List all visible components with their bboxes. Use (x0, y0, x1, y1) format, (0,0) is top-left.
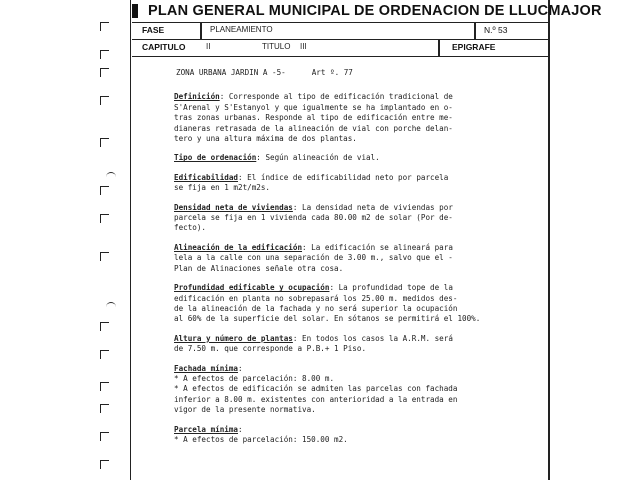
section-text: : Corresponde al tipo de edificación tradicional de (219, 92, 453, 102)
section-title: Tipo de ordenación (174, 153, 257, 163)
section-line (174, 134, 526, 144)
section-line (174, 304, 526, 314)
margin-mark (100, 138, 109, 147)
section-text: lela a la calle con una separación de 3.00 m., salvo que el - (174, 253, 453, 263)
fase-label: FASE (142, 25, 165, 35)
section-line (174, 344, 526, 354)
title-marker (132, 4, 138, 18)
section-line (174, 173, 526, 183)
section-title: Parcela mínima (174, 424, 239, 434)
margin-mark (100, 460, 109, 469)
section-title: Densidad neta de viviendas (174, 202, 293, 212)
section-text: : (238, 363, 243, 373)
section-text: fecto). (174, 223, 207, 233)
margin-mark (100, 50, 109, 59)
section-text: * A efectos de edificación se admiten las parcelas con fachada (174, 384, 458, 394)
margin-mark (100, 214, 109, 223)
zone-heading (174, 68, 526, 78)
section-3 (174, 173, 526, 194)
section-6 (174, 283, 526, 325)
fase-value: PLANEAMIENTO (210, 25, 273, 34)
section-text: S'Arenal y S'Estanyol y que igualmente se ha implantado en o- (174, 102, 453, 112)
section-text: de la alineación de la fachada y no será superior la ocupación (174, 303, 458, 313)
section-line (174, 124, 526, 134)
sections-container (174, 92, 526, 445)
section-text: inferior a 8.00 m. existentes con anterioridad a la entrada en (174, 394, 458, 404)
margin-mark (100, 350, 109, 359)
section-text: : La densidad neta de viviendas por (292, 202, 453, 212)
section-title: Definición (174, 92, 220, 102)
section-text: : En todos los casos la A.R.M. será (292, 333, 453, 343)
capitulo-value: II (206, 42, 211, 51)
article-number: Art º. 77 (311, 68, 353, 77)
section-line (174, 153, 526, 163)
titulo-value: III (300, 42, 307, 51)
header-row-fase (132, 23, 548, 40)
cell-divider (200, 23, 202, 39)
section-line (174, 203, 526, 213)
section-line (174, 264, 526, 274)
margin-mark (100, 22, 109, 31)
section-line (174, 113, 526, 123)
section-1 (174, 92, 526, 144)
cell-divider (474, 23, 476, 39)
margin-mark (100, 382, 109, 391)
margin-mark (100, 68, 109, 77)
section-line (174, 92, 526, 102)
section-line (174, 395, 526, 405)
zone-name: ZONA URBANA JARDIN A -5- (176, 68, 286, 77)
titulo-label: TITULO (262, 42, 291, 51)
section-text: : La profundidad tope de la (329, 283, 453, 293)
section-text: parcela se fija en 1 vivienda cada 80.00 m2 de solar (Por de- (174, 213, 453, 223)
section-text: tras zonas urbanas. Responde al tipo de edificación entre me- (174, 113, 453, 123)
section-8 (174, 364, 526, 416)
section-text: : Según alineación de vial. (256, 153, 380, 163)
section-2 (174, 153, 526, 163)
section-line (174, 183, 526, 193)
cell-divider (438, 40, 440, 56)
section-line (174, 314, 526, 324)
margin-mark (100, 96, 109, 105)
section-title: Fachada mínima (174, 363, 239, 373)
margin-mark (100, 322, 109, 331)
capitulo-label: CAPITULO (142, 42, 186, 52)
frame-right-edge (548, 0, 550, 480)
margin-mark (100, 404, 109, 413)
sheet-number: N.º 53 (484, 25, 508, 35)
section-line (174, 213, 526, 223)
section-text: vigor de la presente normativa. (174, 405, 316, 415)
section-text: : (238, 424, 243, 434)
section-line (174, 223, 526, 233)
section-text: : El índice de edificabilidad neto por parcela (238, 172, 449, 182)
margin-mark (106, 302, 116, 311)
section-line (174, 294, 526, 304)
margin-mark (100, 186, 109, 195)
section-text: de 7.50 m. que corresponde a P.B.+ 1 Piso. (174, 344, 367, 354)
section-text: tero y una altura máxima de dos plantas. (174, 134, 357, 144)
section-line (174, 374, 526, 384)
section-text: se fija en 1 m2t/m2s. (174, 183, 271, 193)
section-title: Profundidad edificable y ocupación (174, 283, 330, 293)
section-4 (174, 203, 526, 234)
section-text: Plan de Alinaciones señale otra cosa. (174, 263, 344, 273)
section-title: Alineación de la edificación (174, 242, 303, 252)
section-line (174, 425, 526, 435)
section-title: Altura y número de plantas (174, 333, 293, 343)
header-row-capitulo (132, 40, 548, 57)
section-text: * A efectos de parcelación: 150.00 m2. (174, 434, 348, 444)
margin-mark (100, 432, 109, 441)
section-7 (174, 334, 526, 355)
section-line (174, 283, 526, 293)
section-text: dianeras retrasada de la alineación de vial con porche delan- (174, 123, 453, 133)
margin-mark (106, 172, 116, 181)
section-line (174, 103, 526, 113)
section-line (174, 384, 526, 394)
document-body (174, 68, 526, 445)
section-line (174, 364, 526, 374)
page-title: PLAN GENERAL MUNICIPAL DE ORDENACION DE LLUCMAJOR (148, 3, 602, 19)
section-5 (174, 243, 526, 274)
section-title: Edificabilidad (174, 172, 239, 182)
section-line (174, 435, 526, 445)
section-line (174, 405, 526, 415)
section-line (174, 253, 526, 263)
section-9 (174, 425, 526, 446)
margin-mark (100, 252, 109, 261)
section-line (174, 243, 526, 253)
section-text: : La edificación se alineará para (302, 242, 453, 252)
section-line (174, 334, 526, 344)
section-text: * A efectos de parcelación: 8.00 m. (174, 373, 335, 383)
epigrafe-label: EPIGRAFE (452, 42, 496, 52)
section-text: edificación en planta no sobrepasará los 25.00 m. medidos des- (174, 293, 458, 303)
section-text: al 60% de la superficie del solar. En sótanos se permitirá el 100%. (174, 314, 481, 324)
